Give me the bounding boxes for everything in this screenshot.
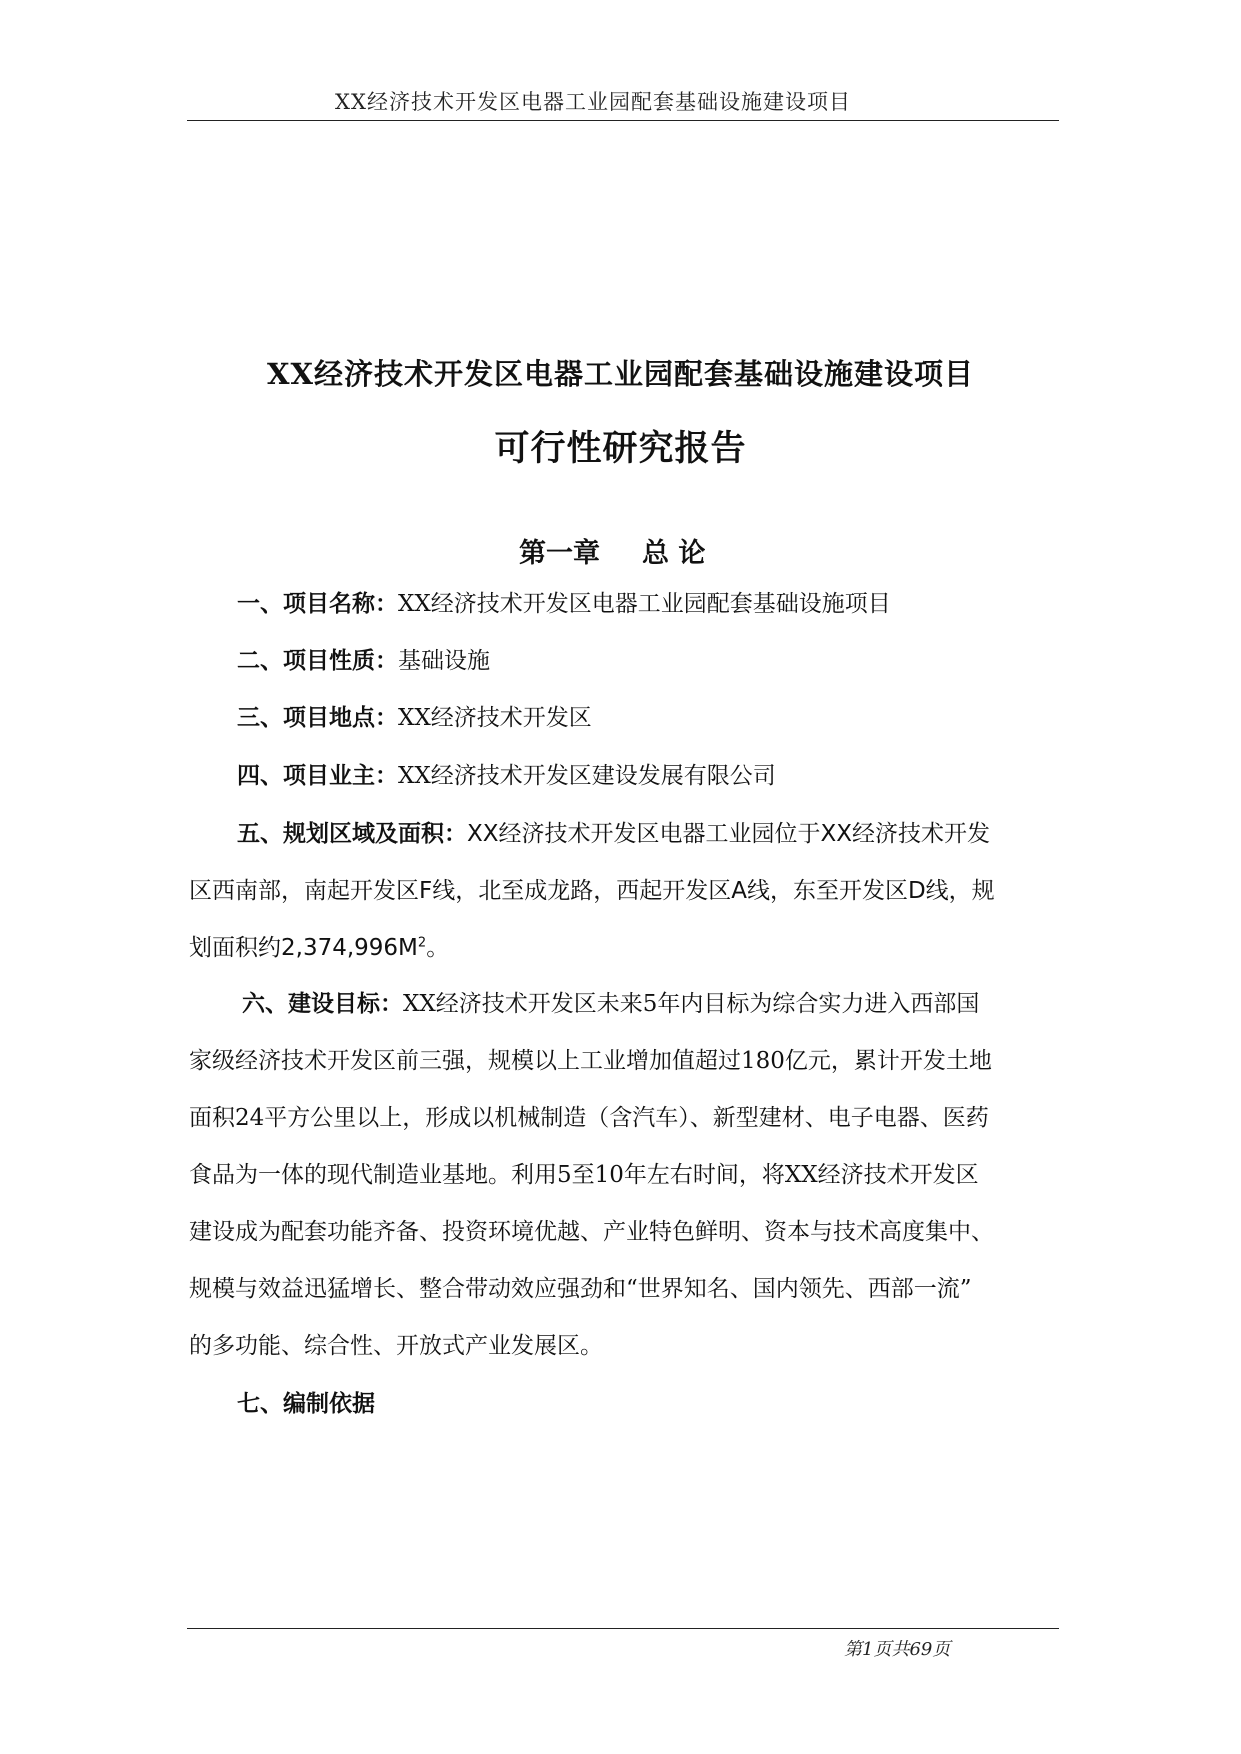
item-label: 二、项目性质：	[237, 648, 398, 674]
item-label: 四、项目业主：	[237, 763, 398, 789]
item-project-owner	[237, 757, 776, 790]
page-number: 第1页共69页	[844, 1639, 951, 1660]
page-footer	[187, 1628, 1059, 1660]
section6-line4: 食品为一体的现代制造业基地。利用5至10年左右时间，将XX经济技术开发区	[189, 1162, 979, 1188]
section6-line3: 面积24平方公里以上，形成以机械制造（含汽车）、新型建材、电子电器、医药	[189, 1105, 989, 1131]
section7-label: 七、编制依据	[237, 1391, 375, 1417]
section5-line1	[237, 815, 990, 848]
section6-text: XX经济技术开发区未来5年内目标为综合实力进入西部国	[403, 991, 980, 1017]
chapter-name: 总 论	[642, 538, 706, 569]
item-project-location	[237, 699, 592, 732]
item-label: 一、项目名称：	[237, 591, 398, 617]
section5-line2: 区西南部，南起开发区F线，北至成龙路，西起开发区A线，东至开发区D线，规	[189, 878, 995, 904]
section5-line3	[189, 929, 449, 962]
section6-line1	[242, 985, 979, 1018]
section7-heading	[237, 1385, 375, 1418]
item-value: 基础设施	[398, 648, 490, 674]
item-project-nature	[237, 642, 490, 675]
item-value: XX经济技术开发区建设发展有限公司	[398, 763, 776, 789]
section5-label: 五、规划区域及面积：	[237, 821, 467, 847]
document-subtitle: 可行性研究报告	[494, 429, 747, 469]
section6-label: 六、建设目标：	[242, 991, 403, 1017]
section6-line7: 的多功能、综合性、开放式产业发展区。	[189, 1333, 603, 1359]
document-title: XX经济技术开发区电器工业园配套基础设施建设项目	[266, 357, 974, 391]
section5-area-sup: 2	[417, 935, 427, 951]
section6-line2: 家级经济技术开发区前三强，规模以上工业增加值超过180亿元，累计开发土地	[189, 1048, 992, 1074]
header-text: XX经济技术开发区电器工业园配套基础设施建设项目	[335, 90, 851, 114]
item-value: XX经济技术开发区电器工业园配套基础设施项目	[398, 591, 891, 617]
item-project-name	[237, 585, 891, 618]
page-header	[187, 80, 1059, 121]
section5-area-text: 划面积约2,374,996M	[189, 935, 418, 961]
item-value: XX经济技术开发区	[398, 705, 592, 731]
chapter-number: 第一章	[519, 538, 600, 569]
section5-text: XX经济技术开发区电器工业园位于XX经济技术开发	[467, 821, 991, 847]
section6-line5: 建设成为配套功能齐备、投资环境优越、产业特色鲜明、资本与技术高度集中、	[189, 1219, 994, 1245]
section6-line6: 规模与效益迅猛增长、整合带动效应强劲和“世界知名、国内领先、西部一流”	[189, 1276, 972, 1302]
chapter-title	[519, 531, 705, 570]
section5-area-end: 。	[426, 935, 450, 961]
item-label: 三、项目地点：	[237, 705, 398, 731]
